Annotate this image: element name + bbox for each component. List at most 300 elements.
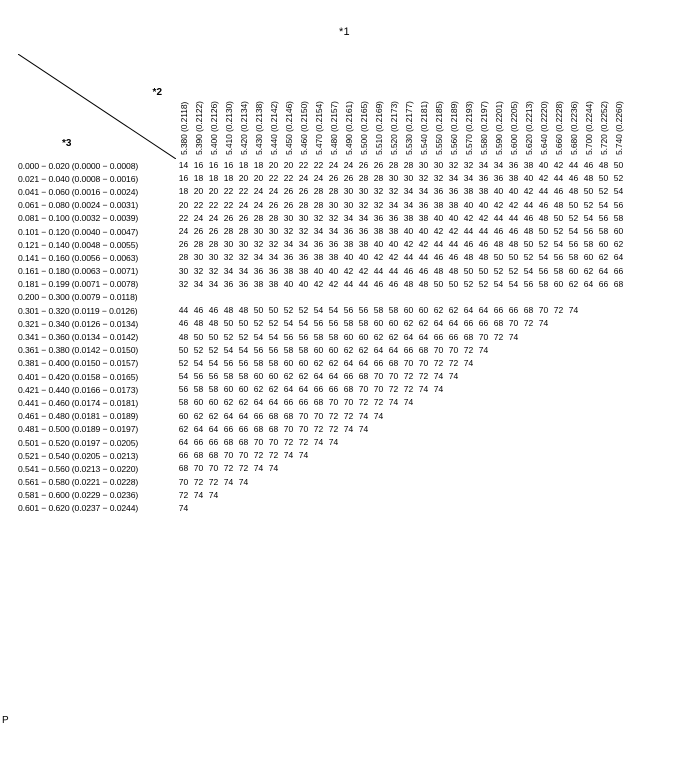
matrix-empty-cell (536, 344, 551, 357)
row-header-label: 0.421 − 0.440 (0.0166 − 0.0173) (18, 384, 139, 395)
matrix-value-cell: 62 (358, 344, 369, 355)
matrix-value-cell: 30 (178, 265, 189, 276)
matrix-empty-cell (446, 291, 461, 304)
matrix-value-cell: 46 (418, 265, 429, 276)
matrix-value-cell: 60 (373, 318, 384, 329)
matrix-value-cell: 50 (223, 318, 234, 329)
matrix-value-cell: 28 (313, 186, 324, 197)
matrix-value-cell: 74 (208, 489, 219, 500)
matrix-empty-cell (476, 502, 491, 515)
matrix-value-cell: 48 (178, 331, 189, 342)
matrix-value-cell: 66 (463, 318, 474, 329)
matrix-value-cell: 64 (193, 423, 204, 434)
matrix-value-cell: 26 (343, 173, 354, 184)
matrix-empty-cell (446, 383, 461, 396)
matrix-value-cell: 52 (178, 357, 189, 368)
matrix-value-cell: 22 (223, 186, 234, 197)
matrix-value-cell: 46 (448, 252, 459, 263)
matrix-empty-cell (551, 436, 566, 449)
matrix-value-cell: 32 (418, 173, 429, 184)
matrix-value-cell: 68 (238, 437, 249, 448)
matrix-value-cell: 38 (433, 199, 444, 210)
matrix-value-cell: 52 (613, 173, 624, 184)
matrix-value-cell: 20 (208, 186, 219, 197)
row-header-label: 0.301 − 0.320 (0.0119 − 0.0126) (18, 305, 138, 316)
matrix-value-cell: 40 (298, 278, 309, 289)
column-header (476, 54, 491, 159)
matrix-value-cell: 42 (388, 252, 399, 263)
column-header (596, 54, 611, 159)
matrix-empty-cell (416, 476, 431, 489)
matrix-empty-cell (596, 423, 611, 436)
matrix-value-cell: 26 (193, 226, 204, 237)
matrix-value-cell: 38 (448, 199, 459, 210)
matrix-value-cell: 42 (343, 265, 354, 276)
table-row (18, 462, 626, 475)
matrix-empty-cell (566, 476, 581, 489)
matrix-value-cell: 74 (193, 489, 204, 500)
matrix-empty-cell (551, 410, 566, 423)
matrix-empty-cell (311, 291, 326, 304)
matrix-value-cell: 50 (463, 265, 474, 276)
matrix-value-cell: 44 (523, 199, 534, 210)
column-header-label: 5.590 (0.2201) (493, 101, 504, 155)
matrix-value-cell: 70 (373, 371, 384, 382)
matrix-value-cell: 30 (358, 186, 369, 197)
column-header-label: 5.550 (0.2185) (433, 101, 444, 155)
matrix-empty-cell (446, 449, 461, 462)
matrix-value-cell: 26 (238, 212, 249, 223)
matrix-value-cell: 38 (268, 278, 279, 289)
matrix-value-cell: 38 (403, 212, 414, 223)
matrix-value-cell: 46 (478, 239, 489, 250)
column-header (296, 54, 311, 159)
column-header (536, 54, 551, 159)
matrix-value-cell: 62 (298, 371, 309, 382)
matrix-value-cell: 60 (298, 357, 309, 368)
matrix-empty-cell (596, 317, 611, 330)
matrix-value-cell: 56 (298, 331, 309, 342)
matrix-empty-cell (581, 489, 596, 502)
matrix-value-cell: 68 (208, 450, 219, 461)
matrix-value-cell: 56 (223, 357, 234, 368)
matrix-value-cell: 38 (328, 252, 339, 263)
matrix-value-cell: 44 (508, 212, 519, 223)
matrix-value-cell: 26 (358, 160, 369, 171)
matrix-value-cell: 68 (283, 410, 294, 421)
matrix-empty-cell (236, 291, 251, 304)
matrix-value-cell: 64 (598, 265, 609, 276)
matrix-value-cell: 34 (313, 226, 324, 237)
matrix-value-cell: 28 (328, 186, 339, 197)
matrix-empty-cell (551, 489, 566, 502)
matrix-value-cell: 64 (328, 371, 339, 382)
matrix-value-cell: 52 (598, 186, 609, 197)
matrix-empty-cell (596, 462, 611, 475)
row-header-label: 0.381 − 0.400 (0.0150 − 0.0157) (18, 358, 139, 369)
matrix-value-cell: 66 (298, 397, 309, 408)
matrix-value-cell: 66 (253, 410, 264, 421)
matrix-empty-cell (326, 291, 341, 304)
matrix-empty-cell (566, 502, 581, 515)
matrix-value-cell: 38 (253, 278, 264, 289)
matrix-value-cell: 72 (253, 450, 264, 461)
matrix-value-cell: 72 (298, 437, 309, 448)
matrix-value-cell: 50 (553, 212, 564, 223)
matrix-empty-cell (431, 449, 446, 462)
matrix-value-cell: 64 (478, 305, 489, 316)
matrix-value-cell: 44 (493, 212, 504, 223)
matrix-value-cell: 48 (478, 252, 489, 263)
matrix-value-cell: 28 (238, 226, 249, 237)
diagonal-divider-icon (18, 54, 176, 159)
matrix-value-cell: 64 (403, 331, 414, 342)
matrix-empty-cell (356, 502, 371, 515)
matrix-value-cell: 60 (178, 410, 189, 421)
table-row (18, 370, 626, 383)
matrix-value-cell: 58 (313, 331, 324, 342)
matrix-value-cell: 52 (283, 305, 294, 316)
matrix-value-cell: 58 (568, 252, 579, 263)
matrix-value-cell: 54 (538, 252, 549, 263)
matrix-value-cell: 70 (538, 305, 549, 316)
matrix-value-cell: 68 (358, 371, 369, 382)
matrix-value-cell: 42 (538, 173, 549, 184)
matrix-value-cell: 72 (403, 371, 414, 382)
matrix-empty-cell (311, 476, 326, 489)
matrix-empty-cell (596, 344, 611, 357)
matrix-value-cell: 58 (583, 239, 594, 250)
matrix-value-cell: 54 (238, 344, 249, 355)
matrix-value-cell: 52 (223, 331, 234, 342)
matrix-empty-cell (476, 410, 491, 423)
matrix-empty-cell (566, 410, 581, 423)
matrix-value-cell: 42 (433, 226, 444, 237)
matrix-empty-cell (191, 502, 206, 515)
matrix-empty-cell (566, 370, 581, 383)
matrix-value-cell: 20 (193, 186, 204, 197)
column-header (341, 54, 356, 159)
matrix-empty-cell (521, 436, 536, 449)
matrix-value-cell: 56 (553, 252, 564, 263)
matrix-empty-cell (176, 291, 191, 304)
matrix-empty-cell (356, 291, 371, 304)
matrix-empty-cell (401, 489, 416, 502)
matrix-value-cell: 30 (268, 226, 279, 237)
matrix-value-cell: 58 (328, 331, 339, 342)
matrix-empty-cell (251, 489, 266, 502)
matrix-value-cell: 32 (373, 199, 384, 210)
matrix-empty-cell (581, 383, 596, 396)
matrix-value-cell: 28 (313, 199, 324, 210)
matrix-empty-cell (371, 423, 386, 436)
matrix-value-cell: 48 (553, 199, 564, 210)
matrix-value-cell: 56 (538, 265, 549, 276)
column-header (431, 54, 446, 159)
matrix-empty-cell (326, 489, 341, 502)
matrix-empty-cell (476, 357, 491, 370)
matrix-value-cell: 46 (493, 226, 504, 237)
matrix-value-cell: 30 (403, 173, 414, 184)
matrix-empty-cell (476, 383, 491, 396)
matrix-value-cell: 72 (388, 384, 399, 395)
matrix-empty-cell (236, 502, 251, 515)
matrix-value-cell: 30 (208, 252, 219, 263)
matrix-empty-cell (341, 489, 356, 502)
matrix-value-cell: 62 (388, 331, 399, 342)
matrix-value-cell: 22 (298, 160, 309, 171)
matrix-value-cell: 62 (223, 397, 234, 408)
matrix-value-cell: 20 (178, 199, 189, 210)
matrix-empty-cell (296, 476, 311, 489)
matrix-empty-cell (281, 502, 296, 515)
matrix-empty-cell (521, 330, 536, 343)
column-header (491, 54, 506, 159)
matrix-value-cell: 52 (538, 239, 549, 250)
matrix-empty-cell (596, 330, 611, 343)
matrix-empty-cell (521, 489, 536, 502)
matrix-empty-cell (221, 489, 236, 502)
matrix-empty-cell (476, 462, 491, 475)
matrix-empty-cell (251, 502, 266, 515)
matrix-value-cell: 28 (178, 252, 189, 263)
row-header-label: 0.021 − 0.040 (0.0008 − 0.0016) (18, 173, 139, 184)
matrix-value-cell: 30 (328, 199, 339, 210)
matrix-value-cell: 16 (178, 173, 189, 184)
matrix-value-cell: 18 (253, 160, 264, 171)
matrix-value-cell: 48 (433, 265, 444, 276)
matrix-value-cell: 70 (298, 423, 309, 434)
matrix-empty-cell (491, 449, 506, 462)
matrix-value-cell: 46 (508, 226, 519, 237)
matrix-empty-cell (371, 502, 386, 515)
matrix-value-cell: 46 (568, 173, 579, 184)
matrix-value-cell: 70 (283, 423, 294, 434)
column-header-label: 5.440 (0.2142) (268, 101, 279, 155)
matrix-value-cell: 66 (178, 450, 189, 461)
matrix-empty-cell (536, 410, 551, 423)
matrix-value-cell: 38 (388, 226, 399, 237)
matrix-value-cell: 36 (418, 199, 429, 210)
matrix-empty-cell (431, 502, 446, 515)
column-header (446, 54, 461, 159)
matrix-value-cell: 36 (313, 239, 324, 250)
matrix-value-cell: 36 (433, 186, 444, 197)
matrix-value-cell: 48 (223, 305, 234, 316)
matrix-value-cell: 40 (433, 212, 444, 223)
matrix-value-cell: 38 (343, 239, 354, 250)
row-header-label: 0.061 − 0.080 (0.0024 − 0.0031) (18, 200, 139, 211)
column-header-label: 5.620 (0.2213) (523, 101, 534, 155)
matrix-value-cell: 54 (253, 331, 264, 342)
matrix-empty-cell (536, 396, 551, 409)
column-header-label: 5.540 (0.2181) (418, 101, 429, 155)
matrix-value-cell: 54 (553, 239, 564, 250)
matrix-value-cell: 32 (433, 173, 444, 184)
matrix-empty-cell (386, 462, 401, 475)
matrix-value-cell: 32 (358, 199, 369, 210)
matrix-value-cell: 20 (283, 160, 294, 171)
row-header-label: 0.561 − 0.580 (0.0221 − 0.0228) (18, 477, 139, 488)
column-header (581, 54, 596, 159)
matrix-empty-cell (476, 436, 491, 449)
matrix-value-cell: 42 (313, 278, 324, 289)
matrix-empty-cell (551, 423, 566, 436)
matrix-empty-cell (371, 449, 386, 462)
matrix-value-cell: 74 (478, 344, 489, 355)
column-header-label: 5.380 (0.2118) (178, 101, 189, 155)
matrix-empty-cell (521, 291, 536, 304)
matrix-value-cell: 22 (223, 199, 234, 210)
matrix-value-cell: 28 (223, 226, 234, 237)
matrix-value-cell: 56 (253, 344, 264, 355)
matrix-value-cell: 62 (283, 371, 294, 382)
column-header-label: 5.410 (0.2130) (223, 101, 234, 155)
column-header-label: 5.680 (0.2236) (568, 101, 579, 155)
matrix-value-cell: 30 (418, 160, 429, 171)
matrix-value-cell: 56 (313, 318, 324, 329)
matrix-value-cell: 54 (298, 318, 309, 329)
matrix-empty-cell (506, 383, 521, 396)
matrix-value-cell: 34 (283, 239, 294, 250)
matrix-value-cell: 64 (583, 278, 594, 289)
matrix-value-cell: 48 (463, 252, 474, 263)
matrix-value-cell: 60 (358, 331, 369, 342)
matrix-empty-cell (521, 476, 536, 489)
table-row (18, 199, 626, 212)
column-header (461, 54, 476, 159)
table-row (18, 251, 626, 264)
matrix-empty-cell (476, 449, 491, 462)
matrix-value-cell: 34 (253, 252, 264, 263)
matrix-empty-cell (611, 317, 626, 330)
row-header-label: 0.321 − 0.340 (0.0126 − 0.0134) (18, 318, 139, 329)
matrix-value-cell: 46 (403, 265, 414, 276)
matrix-value-cell: 70 (178, 476, 189, 487)
matrix-empty-cell (491, 357, 506, 370)
matrix-value-cell: 44 (178, 305, 189, 316)
matrix-empty-cell (281, 476, 296, 489)
matrix-value-cell: 44 (343, 278, 354, 289)
matrix-empty-cell (341, 449, 356, 462)
matrix-value-cell: 50 (598, 173, 609, 184)
matrix-value-cell: 46 (463, 239, 474, 250)
matrix-value-cell: 72 (328, 423, 339, 434)
matrix-empty-cell (401, 502, 416, 515)
row-header-label: 0.441 − 0.460 (0.0174 − 0.0181) (18, 397, 139, 408)
table-row (18, 212, 626, 225)
matrix-value-cell: 18 (208, 173, 219, 184)
matrix-empty-cell (386, 449, 401, 462)
matrix-empty-cell (581, 357, 596, 370)
matrix-empty-cell (266, 489, 281, 502)
matrix-value-cell: 52 (553, 226, 564, 237)
matrix-empty-cell (506, 410, 521, 423)
matrix-value-cell: 34 (463, 173, 474, 184)
matrix-empty-cell (446, 502, 461, 515)
matrix-empty-cell (581, 370, 596, 383)
matrix-empty-cell (611, 436, 626, 449)
matrix-empty-cell (401, 291, 416, 304)
matrix-empty-cell (446, 396, 461, 409)
matrix-value-cell: 60 (613, 226, 624, 237)
matrix-value-cell: 36 (238, 278, 249, 289)
matrix-empty-cell (401, 423, 416, 436)
matrix-value-cell: 48 (508, 239, 519, 250)
matrix-value-cell: 58 (223, 371, 234, 382)
matrix-value-cell: 50 (433, 278, 444, 289)
matrix-value-cell: 34 (403, 199, 414, 210)
matrix-empty-cell (416, 423, 431, 436)
matrix-value-cell: 66 (613, 265, 624, 276)
matrix-empty-cell (446, 462, 461, 475)
matrix-empty-cell (446, 489, 461, 502)
matrix-empty-cell (416, 502, 431, 515)
matrix-value-cell: 54 (223, 344, 234, 355)
column-header-label: 5.530 (0.2177) (403, 101, 414, 155)
matrix-value-cell: 20 (268, 160, 279, 171)
matrix-empty-cell (221, 502, 236, 515)
matrix-value-cell: 16 (223, 160, 234, 171)
matrix-empty-cell (191, 291, 206, 304)
matrix-empty-cell (386, 476, 401, 489)
matrix-empty-cell (566, 317, 581, 330)
matrix-value-cell: 70 (238, 450, 249, 461)
matrix-value-cell: 64 (373, 344, 384, 355)
column-header-label: 5.740 (0.2260) (613, 101, 624, 155)
matrix-value-cell: 26 (298, 186, 309, 197)
matrix-empty-cell (206, 502, 221, 515)
matrix-value-cell: 22 (193, 199, 204, 210)
matrix-value-cell: 26 (268, 199, 279, 210)
matrix-empty-cell (521, 502, 536, 515)
matrix-value-cell: 32 (193, 265, 204, 276)
matrix-value-cell: 60 (223, 384, 234, 395)
matrix-empty-cell (566, 383, 581, 396)
matrix-value-cell: 48 (193, 318, 204, 329)
row-header-label: 0.041 − 0.060 (0.0016 − 0.0024) (18, 186, 139, 197)
matrix-empty-cell (266, 476, 281, 489)
matrix-value-cell: 72 (193, 476, 204, 487)
matrix-value-cell: 54 (208, 357, 219, 368)
matrix-value-cell: 62 (433, 305, 444, 316)
matrix-value-cell: 58 (553, 265, 564, 276)
matrix-empty-cell (476, 476, 491, 489)
matrix-value-cell: 40 (493, 186, 504, 197)
matrix-value-cell: 18 (238, 160, 249, 171)
matrix-value-cell: 72 (448, 357, 459, 368)
matrix-empty-cell (566, 291, 581, 304)
matrix-empty-cell (611, 383, 626, 396)
matrix-value-cell: 48 (523, 226, 534, 237)
matrix-value-cell: 62 (613, 239, 624, 250)
matrix-value-cell: 44 (388, 265, 399, 276)
matrix-value-cell: 34 (388, 199, 399, 210)
matrix-empty-cell (611, 330, 626, 343)
matrix-value-cell: 40 (448, 212, 459, 223)
matrix-value-cell: 72 (208, 476, 219, 487)
matrix-value-cell: 54 (568, 226, 579, 237)
matrix-empty-cell (521, 370, 536, 383)
matrix-empty-cell (521, 462, 536, 475)
column-header-label: 5.450 (0.2146) (283, 101, 294, 155)
matrix-empty-cell (206, 291, 221, 304)
matrix-empty-cell (326, 462, 341, 475)
table-row (18, 502, 626, 515)
matrix-empty-cell (356, 489, 371, 502)
matrix-value-cell: 62 (448, 305, 459, 316)
matrix-empty-cell (461, 502, 476, 515)
